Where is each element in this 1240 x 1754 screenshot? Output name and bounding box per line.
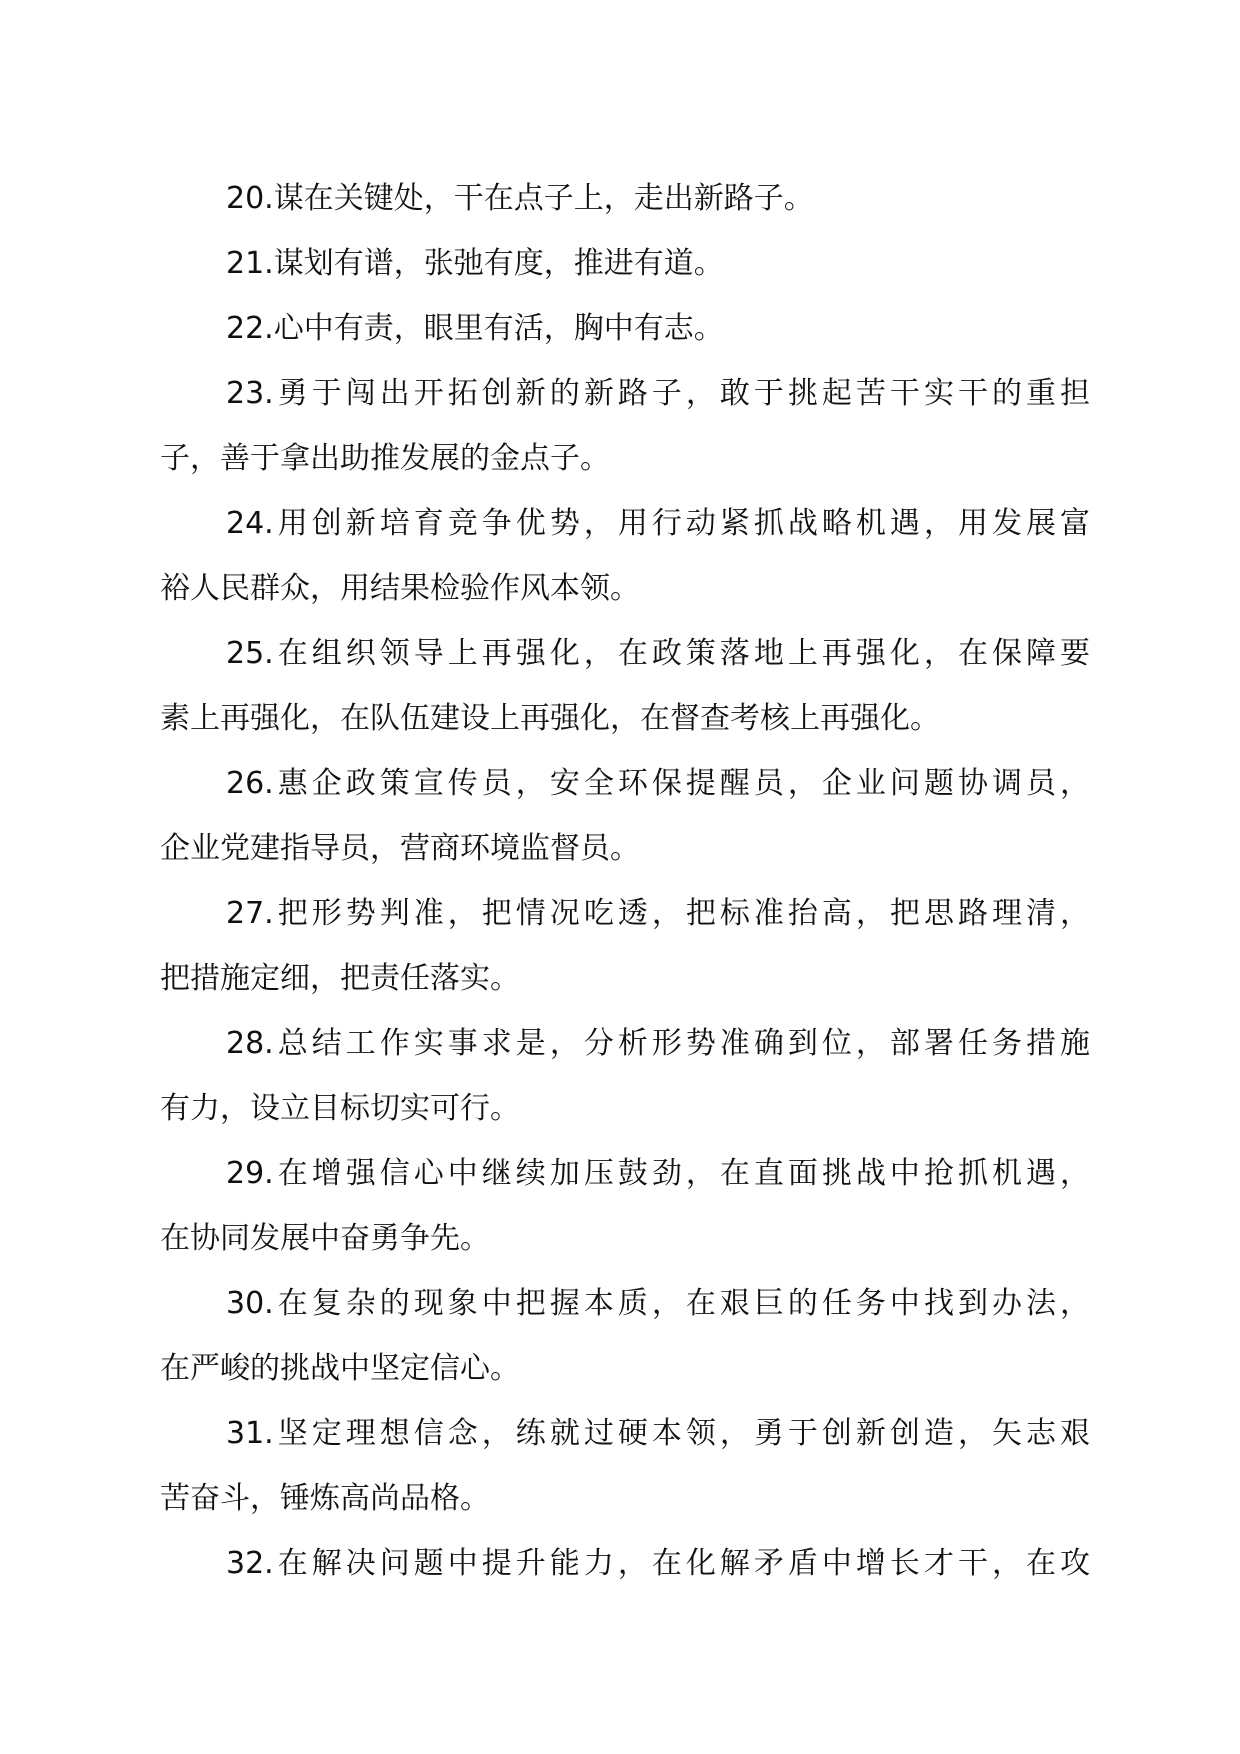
paragraph-line: 22.心中有责，眼里有活，胸中有志。 [226,311,724,346]
paragraph-line: 26.惠企政策宣传员，安全环保提醒员，企业问题协调员， [226,766,1090,801]
list-item [160,1141,1090,1271]
list-item [160,231,1090,296]
list-item [160,881,1090,1011]
paragraph-line: 31.坚定理想信念，练就过硬本领，勇于创新创造，矢志艰 [226,1416,1090,1451]
paragraph-line: 素上再强化，在队伍建设上再强化，在督查考核上再强化。 [160,701,940,736]
paragraph-line: 30.在复杂的现象中把握本质，在艰巨的任务中找到办法， [226,1286,1090,1321]
list-item [160,166,1090,231]
list-item [160,491,1090,621]
list-item [160,361,1090,491]
paragraph-line: 20.谋在关键处，干在点子上，走出新路子。 [226,181,814,216]
list-item [160,1531,1090,1596]
paragraph-line: 24.用创新培育竞争优势，用行动紧抓战略机遇，用发展富 [226,506,1090,541]
list-item [160,751,1090,881]
paragraph-line: 32.在解决问题中提升能力，在化解矛盾中增长才干，在攻 [226,1546,1090,1581]
paragraph-line: 27.把形势判准，把情况吃透，把标准抬高，把思路理清， [226,896,1090,931]
paragraph-line: 25.在组织领导上再强化，在政策落地上再强化，在保障要 [226,636,1090,671]
paragraph-line: 把措施定细，把责任落实。 [160,961,520,996]
list-item [160,1401,1090,1531]
paragraph-line: 28.总结工作实事求是，分析形势准确到位，部署任务措施 [226,1026,1090,1061]
list-item [160,1011,1090,1141]
paragraph-line: 在严峻的挑战中坚定信心。 [160,1351,520,1386]
list-item [160,621,1090,751]
paragraph-line: 23.勇于闯出开拓创新的新路子，敢于挑起苦干实干的重担 [226,376,1090,411]
document-body [160,166,1090,1596]
paragraph-line: 裕人民群众，用结果检验作风本领。 [160,571,640,606]
list-item [160,1271,1090,1401]
paragraph-line: 苦奋斗，锤炼高尚品格。 [160,1481,490,1516]
list-item [160,296,1090,361]
paragraph-line: 21.谋划有谱，张弛有度，推进有道。 [226,246,724,281]
paragraph-line: 企业党建指导员，营商环境监督员。 [160,831,640,866]
paragraph-line: 29.在增强信心中继续加压鼓劲，在直面挑战中抢抓机遇， [226,1156,1090,1191]
paragraph-line: 在协同发展中奋勇争先。 [160,1221,490,1256]
paragraph-line: 有力，设立目标切实可行。 [160,1091,520,1126]
paragraph-line: 子，善于拿出助推发展的金点子。 [160,441,610,476]
